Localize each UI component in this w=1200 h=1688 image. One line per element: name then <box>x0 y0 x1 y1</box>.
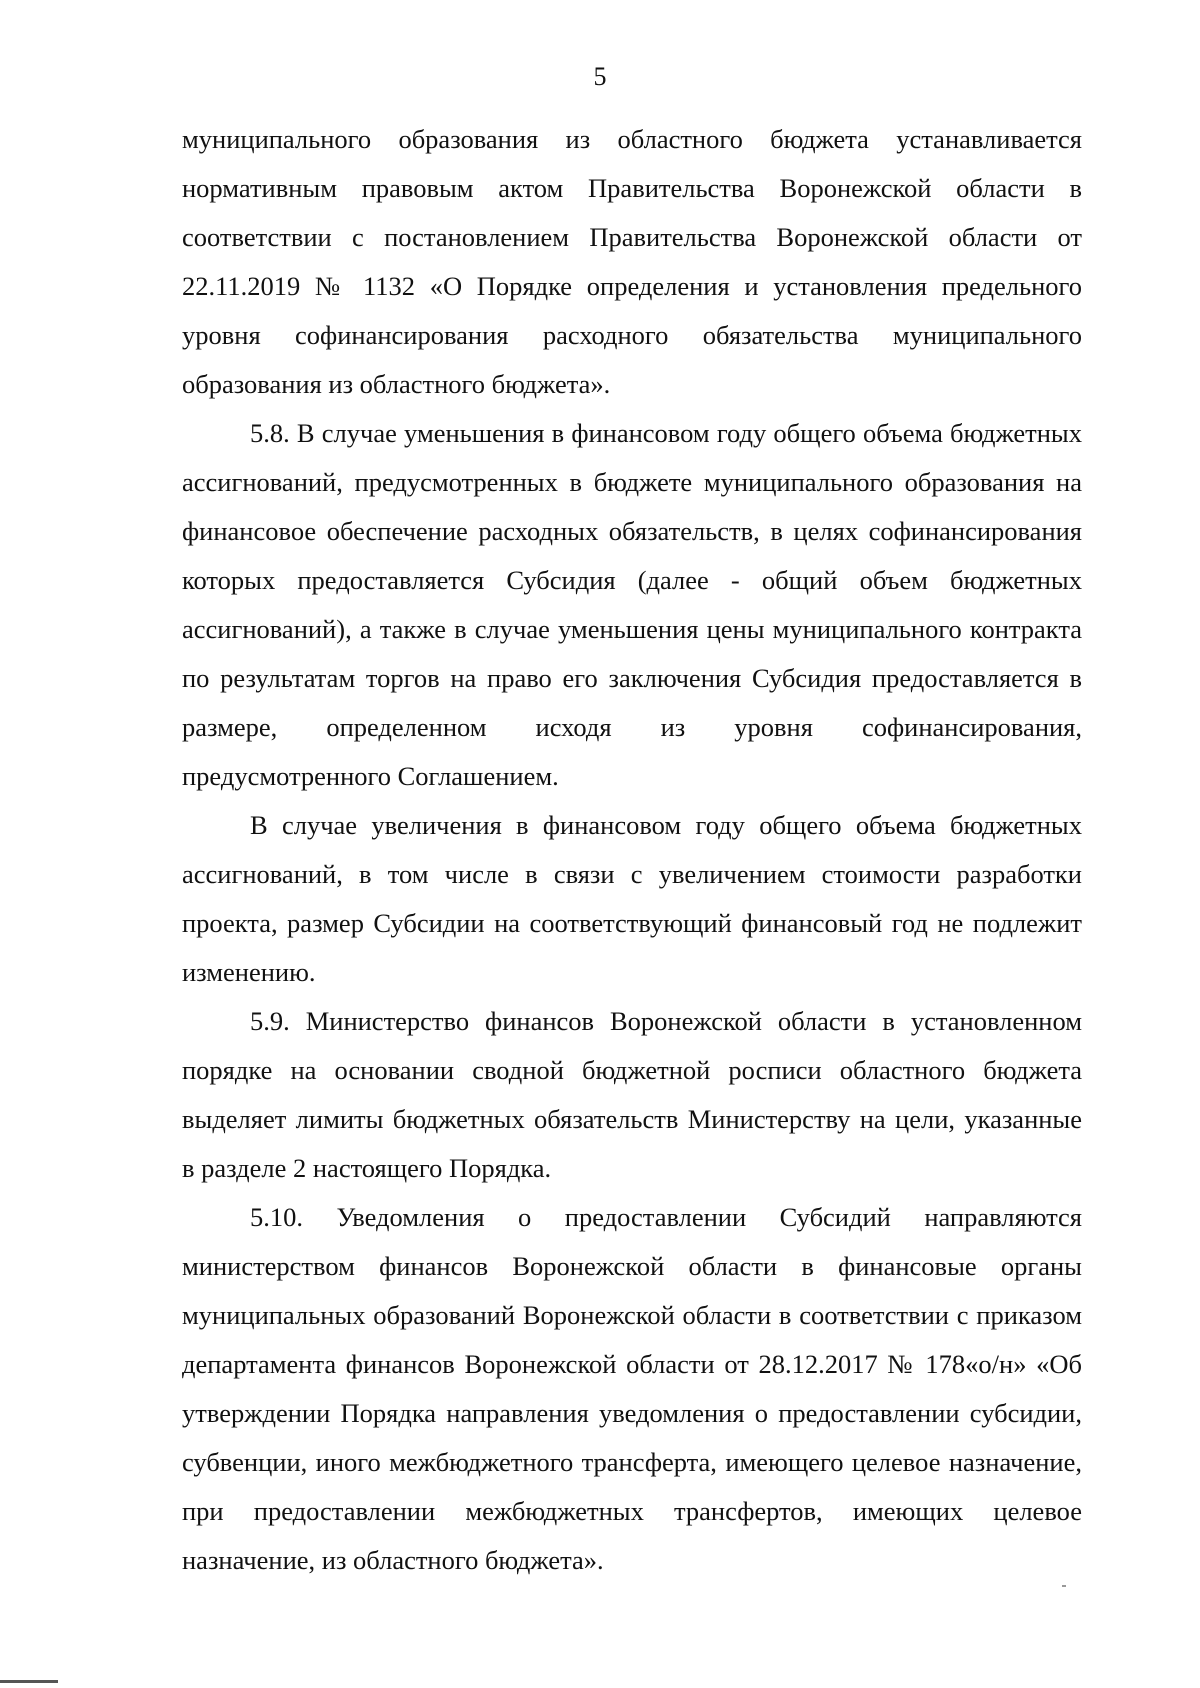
paragraph-5-10: 5.10. Уведомления о предоставлении Субсидий направляются министерством финансов Воронежской области в финансовые органы муниципальных образований Воронежской области в соответствии с приказом департамента финансов Воронежской области от 28.12.2017 № 178«о/н» «Об утверждении Порядка направления уведомления о предоставлении субсидии, субвенции, иного межбюджетного трансферта, имеющего целевое назначение, при предоставлении межбюджетных трансфертов, имеющих целевое назначение, из областного бюджета». <box>182 1202 1082 1575</box>
scan-artifact <box>1062 1585 1066 1587</box>
paragraph-budget-increase: В случае увеличения в финансовом году общего объема бюджетных ассигнований, в том числе в связи с увеличением стоимости разработки проекта, размер Субсидии на соответствующий финансовый год не подлежит изменению. <box>182 810 1082 987</box>
document-body <box>182 115 1082 1585</box>
scan-edge-mark <box>0 1680 58 1683</box>
paragraph-5-8: 5.8. В случае уменьшения в финансовом году общего объема бюджетных ассигнований, предусмотренных в бюджете муниципального образования на финансовое обеспечение расходных обязательств, в целях софинансирования которых предоставляется Субсидия (далее - общий объем бюджетных ассигнований), а также в случае уменьшения цены муниципального контракта по результатам торгов на право его заключения Субсидия предоставляется в размере, определенном исходя из уровня софинансирования, предусмотренного Соглашением. <box>182 418 1082 791</box>
paragraph-5-9: 5.9. Министерство финансов Воронежской области в установленном порядке на основании сводной бюджетной росписи областного бюджета выделяет лимиты бюджетных обязательств Министерству на цели, указанные в разделе 2 настоящего Порядка. <box>182 1006 1082 1183</box>
page-number: 5 <box>593 62 607 91</box>
paragraph-continuation: муниципального образования из областного бюджета устанавливается нормативным правовым актом Правительства Воронежской области в соответствии с постановлением Правительства Воронежской области от 22.11.2019 № 1132 «О Порядке определения и установления предельного уровня софинансирования расходного обязательства муниципального образования из областного бюджета». <box>182 124 1082 399</box>
